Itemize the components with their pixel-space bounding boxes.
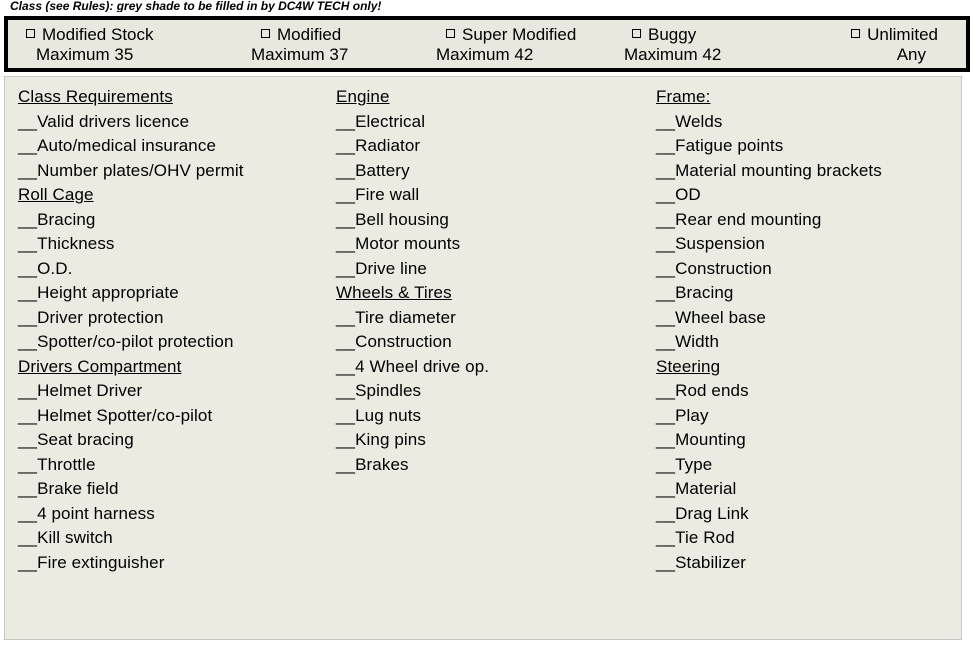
- class-name: Buggy: [648, 25, 697, 44]
- checklist-item[interactable]: __ Bracing: [656, 281, 882, 306]
- checklist-item[interactable]: __ Welds: [656, 110, 882, 135]
- checklist-item[interactable]: __ Helmet Driver: [18, 379, 244, 404]
- class-name: Modified: [277, 25, 342, 44]
- checklist-item[interactable]: __ Fatigue points: [656, 134, 882, 159]
- checklist-item[interactable]: __ Mounting: [656, 428, 882, 453]
- checkbox-icon[interactable]: [446, 29, 455, 38]
- checklist-item[interactable]: __ Play: [656, 404, 882, 429]
- checklist-item[interactable]: __ Suspension: [656, 232, 882, 257]
- class-max: Maximum 42: [624, 45, 722, 64]
- class-name: Modified Stock: [42, 25, 154, 44]
- class-max: Maximum 42: [436, 45, 534, 64]
- class-option-buggy[interactable]: [624, 25, 721, 65]
- class-max: Maximum 35: [36, 45, 134, 64]
- checklist-item[interactable]: __ Lug nuts: [336, 404, 489, 429]
- checkbox-icon[interactable]: [632, 29, 641, 38]
- class-max: Maximum 37: [251, 45, 349, 64]
- class-selection-box: [4, 16, 970, 72]
- class-option-unlimited[interactable]: [843, 25, 938, 65]
- checklist-item[interactable]: __ Bell housing: [336, 208, 489, 233]
- checklist-item[interactable]: __ Rod ends: [656, 379, 882, 404]
- checklist-item[interactable]: __ Kill switch: [18, 526, 244, 551]
- checklist-item[interactable]: __ 4 point harness: [18, 502, 244, 527]
- checklist-item[interactable]: __ Type: [656, 453, 882, 478]
- checklist-item[interactable]: __ Fire extinguisher: [18, 551, 244, 576]
- checklist-item[interactable]: __ Stabilizer: [656, 551, 882, 576]
- checklist-item[interactable]: __ OD: [656, 183, 882, 208]
- tech-inspection-panel: [4, 76, 962, 640]
- checkbox-icon[interactable]: [261, 29, 270, 38]
- checklist-column-3: [656, 85, 882, 575]
- checkbox-icon[interactable]: [851, 29, 860, 38]
- checklist-item[interactable]: __ Radiator: [336, 134, 489, 159]
- class-option-modified-stock[interactable]: [26, 25, 154, 65]
- checklist-item[interactable]: __ Electrical: [336, 110, 489, 135]
- class-option-super-modified[interactable]: [436, 25, 576, 65]
- class-max: Any: [896, 45, 926, 64]
- checklist-item[interactable]: __ 4 Wheel drive op.: [336, 355, 489, 380]
- section-heading: Roll Cage: [18, 185, 94, 204]
- checklist-item[interactable]: __ O.D.: [18, 257, 244, 282]
- checklist-item[interactable]: __ Fire wall: [336, 183, 489, 208]
- checklist-item[interactable]: __ Rear end mounting: [656, 208, 882, 233]
- checklist-item[interactable]: __ Construction: [336, 330, 489, 355]
- checklist-item[interactable]: __ Drive line: [336, 257, 489, 282]
- checklist-item[interactable]: __ Wheel base: [656, 306, 882, 331]
- checklist-item[interactable]: __ Helmet Spotter/co-pilot: [18, 404, 244, 429]
- checkbox-icon[interactable]: [26, 29, 35, 38]
- checklist-item[interactable]: __ Seat bracing: [18, 428, 244, 453]
- checklist-item[interactable]: __ Driver protection: [18, 306, 244, 331]
- checklist-item[interactable]: __ Width: [656, 330, 882, 355]
- section-heading: Engine: [336, 87, 390, 106]
- section-heading: Class Requirements: [18, 87, 173, 106]
- class-option-modified[interactable]: [251, 25, 348, 65]
- class-name: Unlimited: [867, 25, 938, 44]
- form-caption: Class (see Rules): grey shade to be filled in by DC4W TECH only!: [10, 0, 382, 12]
- checklist-item[interactable]: __ Brake field: [18, 477, 244, 502]
- checklist-item[interactable]: __ Spotter/co-pilot protection: [18, 330, 244, 355]
- checklist-item[interactable]: __ Drag Link: [656, 502, 882, 527]
- section-heading: Wheels & Tires: [336, 283, 452, 302]
- checklist-column-1: [18, 85, 244, 575]
- checklist-item[interactable]: __ Height appropriate: [18, 281, 244, 306]
- checklist-column-2: [336, 85, 489, 477]
- checklist-item[interactable]: __ Tie Rod: [656, 526, 882, 551]
- checklist-item[interactable]: __ Spindles: [336, 379, 489, 404]
- section-heading: Drivers Compartment: [18, 356, 182, 376]
- section-heading: Frame:: [656, 87, 711, 106]
- checklist-item[interactable]: __ Material mounting brackets: [656, 159, 882, 184]
- checklist-item[interactable]: __ Valid drivers licence: [18, 110, 244, 135]
- checklist-item[interactable]: __ Throttle: [18, 453, 244, 478]
- checklist-item[interactable]: __ Number plates/OHV permit: [18, 159, 244, 184]
- checklist-item[interactable]: __ King pins: [336, 428, 489, 453]
- checklist-item[interactable]: __ Thickness: [18, 232, 244, 257]
- checklist-item[interactable]: __ Material: [656, 477, 882, 502]
- checklist-item[interactable]: __ Brakes: [336, 453, 489, 478]
- checklist-item[interactable]: __ Bracing: [18, 208, 244, 233]
- checklist-item[interactable]: __ Tire diameter: [336, 306, 489, 331]
- checklist-item[interactable]: __ Construction: [656, 257, 882, 282]
- section-heading: Steering: [656, 356, 721, 376]
- checklist-item[interactable]: __ Motor mounts: [336, 232, 489, 257]
- checklist-item[interactable]: __ Auto/medical insurance: [18, 134, 244, 159]
- class-name: Super Modified: [462, 25, 577, 44]
- checklist-item[interactable]: __ Battery: [336, 159, 489, 184]
